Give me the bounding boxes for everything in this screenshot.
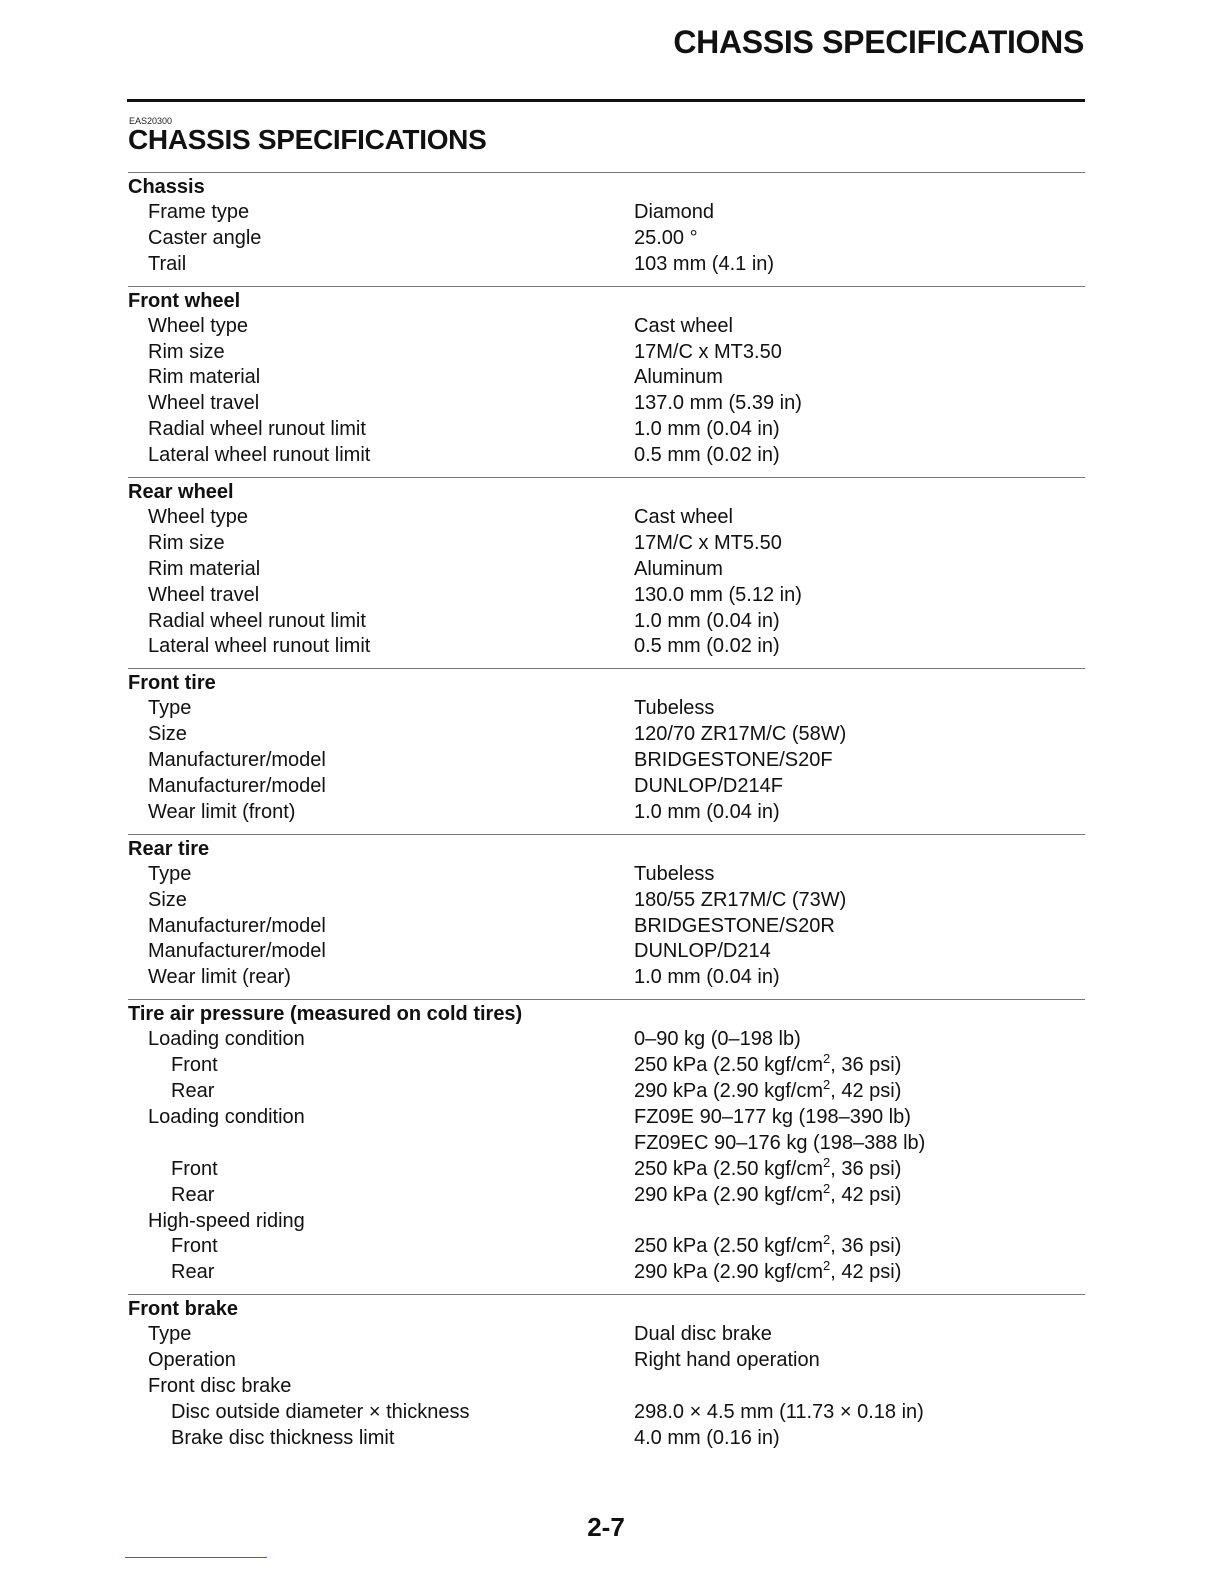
spec-value-text: Right hand operation	[634, 1349, 820, 1372]
spec-label: Operation	[148, 1349, 236, 1372]
spec-value-text: 130.0 mm (5.12 in)	[634, 583, 802, 606]
spec-row	[128, 939, 1085, 965]
spec-label: Rim material	[148, 557, 261, 580]
spec-label: Wear limit (front)	[148, 800, 296, 823]
header-rule	[127, 99, 1085, 102]
spec-value	[634, 340, 782, 366]
spec-group	[128, 286, 1085, 477]
spec-label: Loading condition	[148, 1105, 305, 1128]
spec-group	[128, 477, 1085, 668]
spec-value-text: 1.0 mm (0.04 in)	[634, 800, 780, 823]
spec-row	[128, 800, 1085, 826]
spec-row	[128, 557, 1085, 583]
spec-value-text: 103 mm (4.1 in)	[634, 252, 775, 275]
spec-value-text: 1.0 mm (0.04 in)	[634, 966, 780, 989]
unit-superscript: 2	[822, 1258, 831, 1274]
spec-row	[128, 888, 1085, 914]
spec-row	[128, 1322, 1085, 1348]
spec-label: Manufacturer/model	[148, 940, 326, 963]
spec-value	[634, 252, 774, 278]
spec-row	[128, 200, 1085, 226]
spec-value	[634, 583, 802, 609]
group-title: Front wheel	[128, 289, 241, 312]
spec-value-text: DUNLOP/D214	[634, 940, 771, 963]
spec-row	[128, 226, 1085, 252]
spec-value-text: 0.5 mm (0.02 in)	[634, 444, 780, 467]
spec-value	[634, 609, 780, 635]
spec-row	[128, 1426, 1085, 1452]
spec-value-text: 4.0 mm (0.16 in)	[634, 1426, 780, 1449]
spec-row	[128, 1053, 1085, 1079]
spec-value-text: 25.00 °	[634, 226, 698, 249]
spec-row	[128, 531, 1085, 557]
spec-label: Type	[148, 697, 192, 720]
spec-value	[634, 748, 833, 774]
spec-value-suffix: , 42 psi)	[830, 1183, 902, 1206]
spec-group	[128, 172, 1085, 286]
group-title: Chassis	[128, 176, 205, 198]
spec-row	[128, 314, 1085, 340]
spec-value-suffix: , 36 psi)	[830, 1235, 902, 1258]
spec-value-text: 250 kPa (2.50 kgf/cm	[634, 1054, 823, 1077]
spec-value	[634, 365, 723, 391]
spec-value-text: Tubeless	[634, 862, 715, 885]
spec-row	[128, 914, 1085, 940]
spec-label: Size	[148, 888, 187, 911]
spec-value-text: 290 kPa (2.90 kgf/cm	[634, 1261, 823, 1284]
spec-label: Caster angle	[148, 226, 262, 249]
unit-superscript: 2	[822, 1077, 831, 1093]
section-title: CHASSIS SPECIFICATIONS	[128, 124, 487, 155]
spec-row	[128, 1027, 1085, 1053]
spec-value-text: 0–90 kg (0–198 lb)	[634, 1028, 801, 1051]
spec-label: Rear	[171, 1080, 215, 1103]
spec-row	[128, 1400, 1085, 1426]
spec-label: Brake disc thickness limit	[171, 1426, 395, 1449]
spec-value	[634, 417, 780, 443]
spec-row	[128, 862, 1085, 888]
spec-row	[128, 1131, 1085, 1157]
spec-label: Lateral wheel runout limit	[148, 444, 371, 467]
spec-value	[634, 1027, 801, 1053]
group-title: Rear tire	[128, 837, 210, 860]
spec-value-suffix: , 42 psi)	[830, 1080, 902, 1103]
spec-row	[128, 1374, 1085, 1400]
spec-value	[634, 774, 783, 800]
spec-value	[634, 1053, 901, 1079]
spec-label: Rear	[171, 1261, 215, 1284]
spec-value-text: 1.0 mm (0.04 in)	[634, 418, 780, 441]
spec-value-text: 250 kPa (2.50 kgf/cm	[634, 1235, 823, 1258]
spec-value	[634, 1348, 820, 1374]
spec-value-text: Tubeless	[634, 697, 715, 720]
spec-label: Manufacturer/model	[148, 775, 326, 798]
spec-value	[634, 1426, 780, 1452]
spec-label: Wheel travel	[148, 392, 260, 415]
spec-label: Radial wheel runout limit	[148, 418, 366, 441]
spec-label: Front	[171, 1054, 218, 1077]
spec-value	[634, 888, 846, 914]
unit-superscript: 2	[822, 1180, 831, 1196]
spec-value	[634, 862, 714, 888]
spec-label: Lateral wheel runout limit	[148, 635, 371, 658]
section-code: EAS20300	[129, 116, 173, 126]
page-header-title: CHASSIS SPECIFICATIONS	[673, 24, 1084, 60]
spec-value	[634, 226, 698, 252]
spec-row	[128, 965, 1085, 991]
spec-row	[128, 1209, 1085, 1235]
spec-value	[634, 914, 835, 940]
spec-value	[634, 1154, 902, 1183]
spec-row	[128, 1105, 1085, 1131]
spec-value-suffix: , 36 psi)	[830, 1157, 902, 1180]
spec-value	[634, 1079, 901, 1105]
spec-value	[634, 800, 780, 826]
spec-value	[634, 200, 714, 226]
spec-row	[128, 505, 1085, 531]
spec-value-text: 17M/C x MT5.50	[634, 531, 782, 554]
spec-value-text: 298.0 × 4.5 mm (11.73 × 0.18 in)	[634, 1400, 924, 1423]
spec-value-text: 137.0 mm (5.39 in)	[634, 392, 802, 415]
spec-label: High-speed riding	[148, 1209, 305, 1232]
spec-value	[634, 1260, 901, 1286]
spec-label: Front disc brake	[148, 1374, 292, 1397]
spec-value-text: FZ09E 90–177 kg (198–390 lb)	[634, 1105, 911, 1128]
spec-value-text: 0.5 mm (0.02 in)	[634, 635, 780, 658]
spec-value-text: Cast wheel	[634, 314, 733, 337]
spec-row	[128, 340, 1085, 366]
spec-value-text: Cast wheel	[634, 506, 733, 529]
spec-label: Loading condition	[148, 1028, 305, 1051]
spec-value	[634, 505, 733, 531]
spec-value-text: 1.0 mm (0.04 in)	[634, 609, 780, 632]
spec-row	[128, 609, 1085, 635]
spec-row	[128, 748, 1085, 774]
spec-row	[128, 417, 1085, 443]
spec-row	[128, 1234, 1085, 1260]
spec-row	[128, 1348, 1085, 1374]
spec-value-text: 290 kPa (2.90 kgf/cm	[634, 1080, 823, 1103]
spec-value	[634, 391, 802, 417]
group-title: Rear wheel	[128, 481, 234, 504]
spec-label: Front	[171, 1157, 218, 1180]
spec-value-text: Aluminum	[634, 557, 723, 580]
spec-value	[634, 1234, 901, 1260]
spec-value	[634, 531, 782, 557]
spec-label: Rim size	[148, 531, 225, 554]
spec-value-text: Aluminum	[634, 366, 723, 389]
spec-table	[128, 172, 1085, 1460]
group-title: Front brake	[128, 1298, 239, 1321]
page-number: 2-7	[587, 1512, 625, 1542]
spec-row	[128, 1154, 1085, 1183]
spec-value	[634, 1180, 902, 1209]
footer-link-line	[125, 1557, 267, 1558]
spec-value-text: 290 kPa (2.90 kgf/cm	[634, 1183, 823, 1206]
spec-label: Rear	[171, 1183, 215, 1206]
unit-superscript: 2	[822, 1154, 831, 1170]
spec-row	[128, 1079, 1085, 1105]
spec-value-text: 250 kPa (2.50 kgf/cm	[634, 1157, 823, 1180]
spec-label: Size	[148, 723, 187, 746]
spec-label: Rim size	[148, 340, 225, 363]
spec-value	[634, 939, 771, 965]
unit-superscript: 2	[822, 1051, 831, 1067]
spec-label: Wheel travel	[148, 583, 260, 606]
spec-value	[634, 443, 780, 469]
spec-label: Frame type	[148, 201, 250, 223]
spec-group	[128, 834, 1085, 999]
spec-label: Front	[171, 1235, 218, 1258]
spec-value-text: Dual disc brake	[634, 1323, 772, 1346]
spec-label: Trail	[148, 252, 187, 275]
spec-value-text: 17M/C x MT3.50	[634, 340, 782, 363]
spec-row	[128, 696, 1085, 722]
spec-row	[128, 443, 1085, 469]
spec-value-text: BRIDGESTONE/S20R	[634, 914, 835, 937]
spec-group	[128, 999, 1085, 1294]
spec-value-text: 180/55 ZR17M/C (73W)	[634, 888, 847, 911]
spec-value-suffix: , 36 psi)	[830, 1054, 902, 1077]
spec-value	[634, 722, 846, 748]
spec-value	[634, 965, 780, 991]
spec-row	[128, 774, 1085, 800]
unit-superscript: 2	[822, 1232, 831, 1248]
spec-label: Wheel type	[148, 314, 249, 337]
spec-row	[128, 252, 1085, 278]
spec-group	[128, 668, 1085, 833]
spec-value-text: DUNLOP/D214F	[634, 775, 783, 798]
spec-label: Type	[148, 862, 192, 885]
spec-value-text: FZ09EC 90–176 kg (198–388 lb)	[634, 1131, 926, 1154]
spec-value-text: Diamond	[634, 201, 715, 223]
spec-label: Type	[148, 1323, 192, 1346]
spec-label: Rim material	[148, 366, 261, 389]
spec-value	[634, 1400, 924, 1426]
spec-label: Wheel type	[148, 506, 249, 529]
spec-row	[128, 1260, 1085, 1286]
spec-value	[634, 1131, 925, 1157]
spec-row	[128, 365, 1085, 391]
spec-value	[634, 696, 714, 722]
spec-value-text: BRIDGESTONE/S20F	[634, 749, 833, 772]
spec-row	[128, 583, 1085, 609]
spec-value-text: 120/70 ZR17M/C (58W)	[634, 723, 847, 746]
spec-value	[634, 1105, 911, 1131]
spec-value-suffix: , 42 psi)	[830, 1261, 902, 1284]
group-title: Tire air pressure (measured on cold tires)	[128, 1003, 523, 1026]
spec-row	[128, 634, 1085, 660]
spec-label: Manufacturer/model	[148, 749, 326, 772]
spec-row	[128, 391, 1085, 417]
spec-value	[634, 314, 733, 340]
spec-group	[128, 1294, 1085, 1459]
spec-label: Wear limit (rear)	[148, 966, 291, 989]
spec-row	[128, 722, 1085, 748]
spec-row	[128, 1180, 1085, 1209]
spec-value	[634, 557, 723, 583]
spec-value	[634, 1322, 772, 1348]
spec-label: Radial wheel runout limit	[148, 609, 366, 632]
group-title: Front tire	[128, 672, 216, 695]
spec-label: Disc outside diameter × thickness	[171, 1400, 470, 1423]
spec-value	[634, 634, 780, 660]
spec-label: Manufacturer/model	[148, 914, 326, 937]
